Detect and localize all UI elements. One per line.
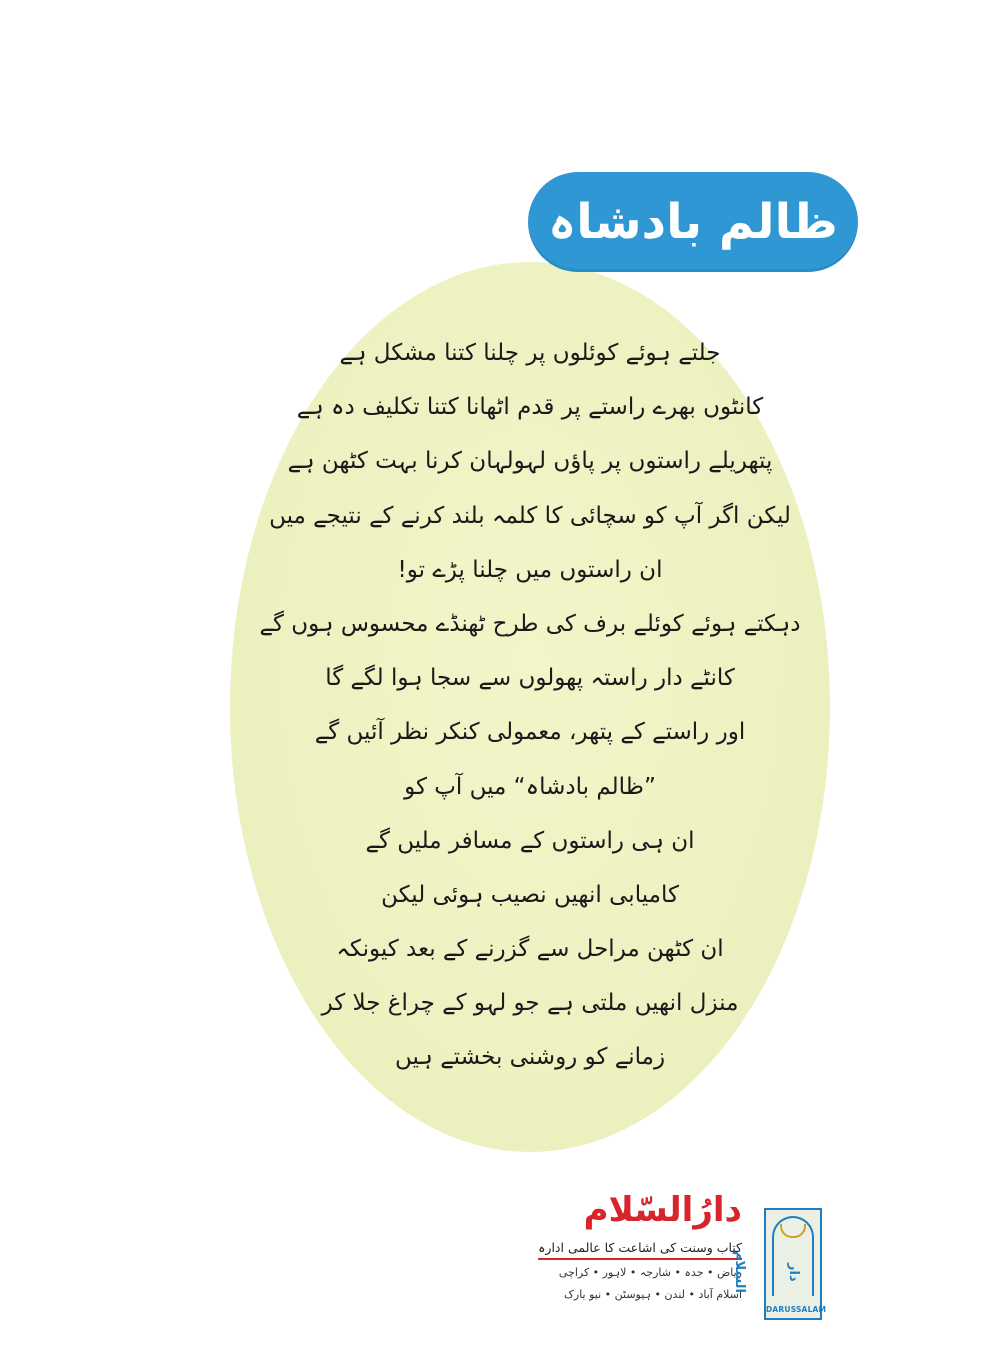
darussalam-logo xyxy=(732,1208,827,1320)
poem-text xyxy=(230,326,830,1085)
poem-line: کانٹے دار راستہ پھولوں سے سجا ہوا لگے گا xyxy=(325,665,735,692)
poem-line: منزل انھیں ملتی ہے جو لہو کے چراغ جلا کر xyxy=(321,990,739,1017)
logo-arabic-text: دار السلام xyxy=(732,1251,801,1293)
logo-latin-text: DARUSSALAM xyxy=(766,1305,827,1314)
poem-line: ان راستوں میں چلنا پڑے تو! xyxy=(397,556,663,583)
poem-line: اور راستے کے پتھر، معمولی کنکر نظر آئیں گے xyxy=(314,719,746,746)
poem-line: جلتے ہوئے کوئلوں پر چلنا کتنا مشکل ہے xyxy=(339,340,721,366)
poem-line: ”ظالم بادشاہ“ میں آپ کو xyxy=(404,773,656,800)
poem-line: ان کٹھن مراحل سے گزرنے کے بعد کیونکہ xyxy=(336,936,724,963)
publisher-tagline: کتاب وسنت کی اشاعت کا عالمی ادارہ xyxy=(538,1240,742,1260)
publisher-name: دارُالسّلام xyxy=(583,1190,742,1230)
poem-line: پتھریلے راستوں پر پاؤں لہولہان کرنا بہت کٹھن ہے xyxy=(287,448,773,475)
publisher-cities-line: اسلام آباد • لندن • ہیوسٹن • نیو یارک xyxy=(564,1288,742,1301)
title-banner xyxy=(528,172,858,272)
poem-line: کامیابی انھیں نصیب ہوئی لیکن xyxy=(381,881,679,908)
poem-line: ان ہی راستوں کے مسافر ملیں گے xyxy=(365,827,695,854)
publisher-block xyxy=(482,1188,750,1338)
publisher-cities-line: ریاض • جدہ • شارجہ • لاہور • کراچی xyxy=(558,1266,742,1279)
book-title: ظالم بادشاہ xyxy=(548,194,838,250)
poem-line: زمانے کو روشنی بخشتے ہیں xyxy=(394,1044,666,1071)
poem-line: دہکتے ہوئے کوئلے برف کی طرح ٹھنڈے محسوس ہوں گے xyxy=(259,610,801,637)
poem-line: کانٹوں بھرے راستے پر قدم اٹھانا کتنا تکلیف دہ ہے xyxy=(296,394,764,421)
poem-line: لیکن اگر آپ کو سچائی کا کلمہ بلند کرنے کے نتیجے میں xyxy=(269,502,791,529)
